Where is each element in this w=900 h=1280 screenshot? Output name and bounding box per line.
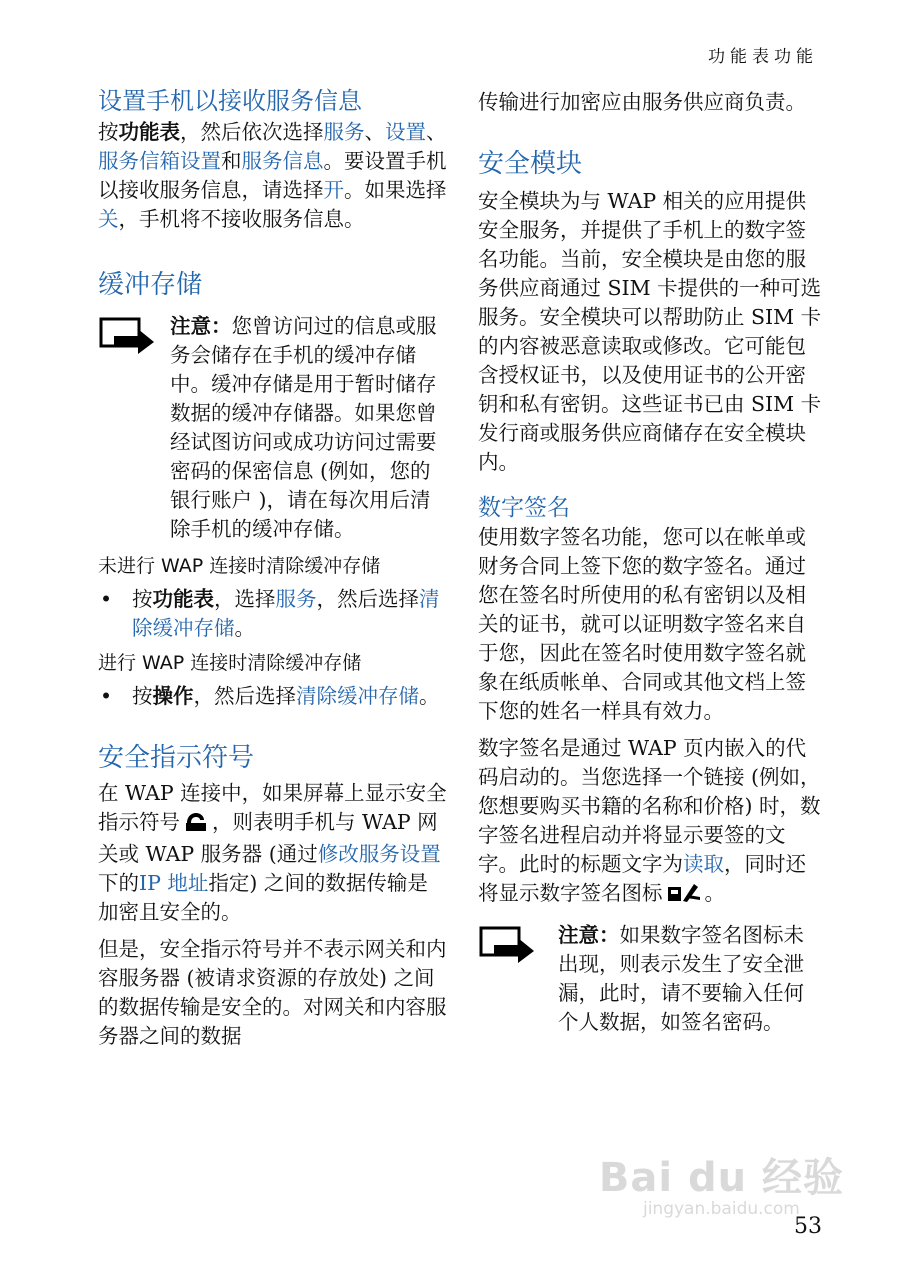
page-number: 53 <box>794 1214 822 1239</box>
keyword-menu: 功能表 <box>118 120 180 144</box>
text: 。 <box>704 881 725 905</box>
heading-security-module: 安全模块 <box>478 149 583 179</box>
note-label: 注意： <box>170 314 232 338</box>
running-header: 功能表功能 <box>708 47 818 67</box>
subheading-clear-cache-offline: 未进行 WAP 连接时清除缓冲存储 <box>98 555 381 577</box>
paragraph-digital-signature-1: 使用数字签名功能，您可以在帐单或财务合同上签下您的数字签名。通过您在签名时所使用的私有密钥以及相关的证书，就可以证明数字签名来自于您，因此在签名时使用数字签名就象在纸质帐单、合同或其他文档上签下您的姓名一样具有效力。 <box>478 525 806 723</box>
paragraph-continuation: 传输进行加密应由服务供应商负责。 <box>478 90 806 114</box>
note-pointing-hand-icon <box>478 921 558 969</box>
paragraph-receive-service <box>98 118 448 234</box>
watermark-logo <box>599 1146 844 1219</box>
text: 。要设置手机以接收服务信息，请选择 <box>98 149 447 202</box>
section-security-indicator <box>98 741 448 1051</box>
text: 、 <box>364 120 385 144</box>
text: ，选择 <box>214 587 276 611</box>
subheading-clear-cache-online: 进行 WAP 连接时清除缓冲存储 <box>98 652 362 674</box>
keyword-read: 读取 <box>683 852 724 876</box>
text: 按 <box>98 120 119 144</box>
keyword-clear-cache: 清除缓冲存储 <box>296 684 419 708</box>
text: ，手机将不接收服务信息。 <box>118 207 365 231</box>
text: 按 <box>132 587 153 611</box>
keyword-clear-cache: 清除缓冲存储 <box>132 587 440 640</box>
paragraph-digital-signature-2 <box>478 734 824 911</box>
bullet-dot: • <box>100 684 113 708</box>
text: 下的 <box>98 871 139 895</box>
text: 。如果选择 <box>344 178 447 202</box>
note-cache <box>98 312 448 544</box>
paragraph-security-module: 安全模块为与 WAP 相关的应用提供安全服务，并提供了手机上的数字签名功能。当前，安全模块是由您的服务供应商通过 SIM 卡提供的一种可选服务。安全模块可以帮助防止 SIM 卡的内容被恶意读取或修改。它可能包含授权证书，以及使用证书的公开密钥和私有密钥。这些证书已由 SIM 卡发行商或服务供应商储存在安全模块内。 <box>478 189 822 474</box>
section-digital-signature <box>478 493 824 1037</box>
list-item-clear-cache-online <box>98 682 448 711</box>
bullet-text <box>132 585 448 643</box>
bullet-text <box>132 682 448 711</box>
note-cache-text <box>170 312 448 544</box>
text: ，然后选择 <box>316 587 419 611</box>
keyword-service-messages: 服务信息 <box>241 149 324 173</box>
paragraph-security-indicator <box>98 779 448 927</box>
text: ，则表明手机与 WAP 网关或 WAP 服务器 (通过 <box>98 810 438 866</box>
heading-digital-signature: 数字签名 <box>478 495 570 521</box>
heading-security-indicator: 安全指示符号 <box>98 743 255 773</box>
note-signature-text <box>558 921 824 1037</box>
keyword-settings: 设置 <box>385 120 426 144</box>
keyword-menu: 功能表 <box>152 587 214 611</box>
keyword-service-inbox-settings: 服务信箱设置 <box>98 149 221 173</box>
keyword-options: 操作 <box>152 684 194 708</box>
right-column <box>478 88 824 1037</box>
keyword-services: 服务 <box>275 587 317 611</box>
heading-receive-service: 设置手机以接收服务信息 <box>98 87 362 115</box>
section-security-module <box>478 147 824 477</box>
keyword-services: 服务 <box>323 120 365 144</box>
note-signature <box>478 921 824 1037</box>
note-body: 如果数字签名图标未出现，则表示发生了安全泄漏，此时，请不要输入任何个人数据，如签名密码。 <box>558 923 804 1034</box>
watermark-brand: Bai du 经验 <box>598 1155 844 1201</box>
heading-cache: 缓冲存储 <box>98 270 203 300</box>
left-column <box>98 84 448 1051</box>
padlock-icon <box>184 811 208 840</box>
section-cache <box>98 268 448 711</box>
text: 。 <box>419 684 440 708</box>
note-body: 您曾访问过的信息或服务会储存在手机的缓冲存储中。缓冲存储是用于暂时储存数据的缓冲存储器。如果您曾经试图访问或成功访问过需要密码的保密信息 (例如，您的银行账户 )，请在每次用后清除手机的缓冲存储。 <box>170 314 437 541</box>
text: 和 <box>221 149 242 173</box>
list-item-clear-cache-offline <box>98 585 448 643</box>
text: ，然后选择 <box>193 684 296 708</box>
digital-signature-icon <box>667 881 701 911</box>
section-receive-service <box>98 84 448 234</box>
bullet-dot: • <box>100 587 113 611</box>
keyword-off: 关 <box>98 207 119 231</box>
text: 数字签名是通过 WAP 页内嵌入的代码启动的。当您选择一个链接 (例如，您想要购买书籍的名称和价格) 时，数字签名进程启动并将显示要签的文字。此时的标题文字为 <box>478 736 821 876</box>
note-label: 注意： <box>558 923 620 947</box>
text: 在 WAP 连接中，如果屏幕上显示安全指示符号 <box>98 781 447 834</box>
keyword-ip-address: IP 地址 <box>139 871 209 895</box>
text: 、 <box>426 120 447 144</box>
text: 指定) 之间的数据传输是加密且安全的。 <box>98 871 428 924</box>
keyword-on: 开 <box>323 178 344 202</box>
text: ，同时还将显示数字签名图标 <box>478 852 806 905</box>
paragraph-security-indicator-2: 但是，安全指示符号并不表示网关和内容服务器 (被请求资源的存放处) 之间的数据传输是安全的。对网关和内容服务器之间的数据 <box>98 937 447 1048</box>
text: 。 <box>234 616 255 640</box>
keyword-edit-service-settings: 修改服务设置 <box>317 842 441 866</box>
watermark-url: jingyan.baidu.com <box>642 1199 800 1219</box>
text: 按 <box>132 684 153 708</box>
note-pointing-hand-icon <box>98 312 170 360</box>
text: ，然后依次选择 <box>180 120 324 144</box>
